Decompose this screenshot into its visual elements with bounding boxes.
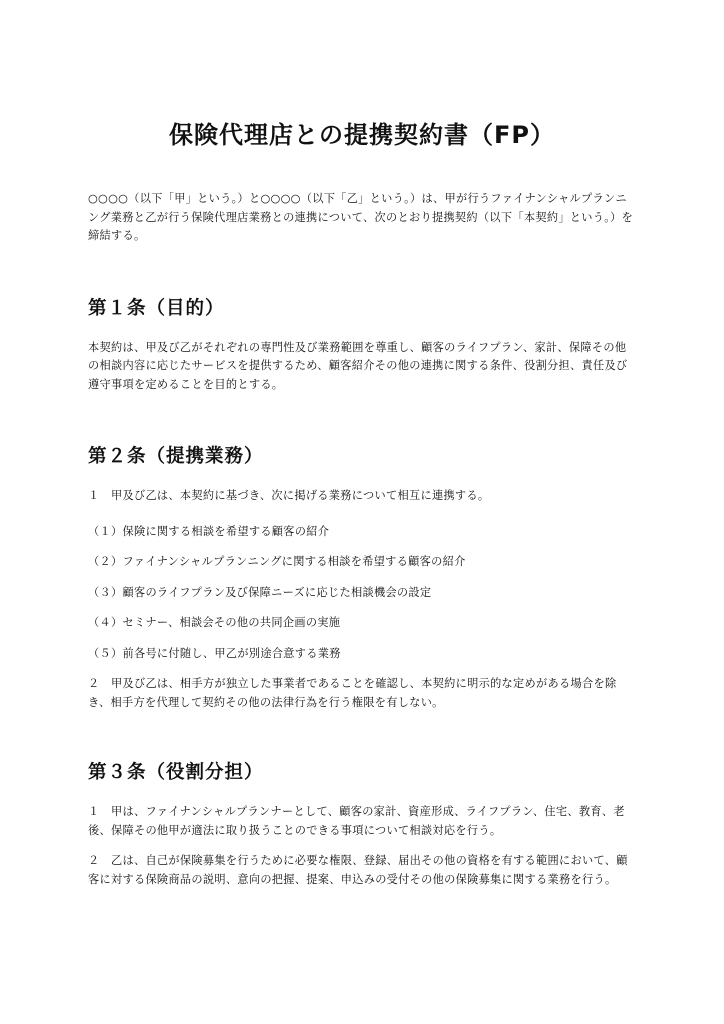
intro-paragraph: ○○○○（以下「甲」という。）と○○○○（以下「乙」という。）は、甲が行うファイナンシャルプランニング業務と乙が行う保険代理店業務との連携について、次のとおり提携契約（以下「本契約」という。）を締結する。: [88, 192, 634, 242]
document-title: 保険代理店との提携契約書（FP）: [169, 121, 555, 149]
article-2-item-4: （４）セミナー、相談会その他の共同企画の実施: [88, 616, 341, 629]
article-1: [88, 296, 636, 395]
article-2-item-1: （１）保険に関する相談を希望する顧客の紹介: [88, 524, 330, 538]
article-2-item-5: （５）前各号に付随し、甲乙が別途合意する業務: [88, 646, 341, 660]
article-2-clause-2: ２ 甲及び乙は、相手方が独立した事業者であることを確認し、本契約に明示的な定めがある場合を除き、相手方を代理して契約その他の法律行為を行う権限を有しない。: [88, 677, 617, 709]
article-1-heading: 第１条（目的）: [88, 297, 225, 319]
article-3-clause-2: ２ 乙は、自己が保険募集を行うために必要な権限、登録、届出その他の資格を有する範囲において、顧客に対する保険商品の説明、意向の把握、提案、申込みの受付その他の保険募集に関する業務を行う。: [88, 854, 628, 886]
article-1-body: 本契約は、甲及び乙がそれぞれの専門性及び業務範囲を尊重し、顧客のライフプラン、家計、保障その他の相談内容に応じたサービスを提供するため、顧客紹介その他の連携に関する条件、役割分担、責任及び遵守事項を定めることを目的とする。: [88, 340, 628, 391]
article-2-clause-1: １ 甲及び乙は、本契約に基づき、次に掲げる業務について相互に連携する。: [88, 489, 490, 502]
article-2-item-2: （２）ファイナンシャルプランニングに関する相談を希望する顧客の紹介: [88, 555, 466, 568]
article-3-heading: 第３条（役割分担）: [88, 762, 264, 783]
article-2: [88, 444, 636, 712]
article-2-heading: 第２条（提携業務）: [88, 446, 264, 467]
article-2-item-3: （３）顧客のライフプラン及び保障ニーズに応じた相談機会の設定: [88, 585, 432, 599]
article-3-clause-1: １ 甲は、ファイナンシャルプランナーとして、顧客の家計、資産形成、ライフプラン、住宅、教育、老後、保障その他甲が適法に取り扱うことのできる事項について相談対応を行う。: [88, 805, 625, 837]
article-3: [88, 760, 636, 889]
